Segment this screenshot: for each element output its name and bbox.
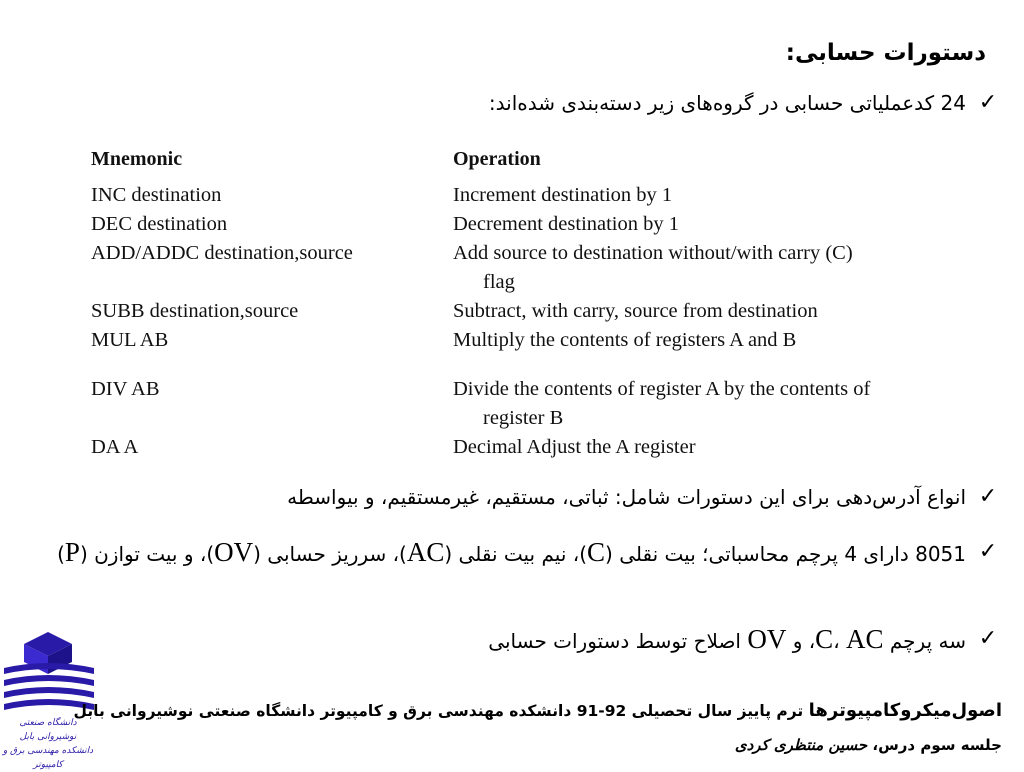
bullet-text: [26, 532, 966, 574]
operation-cell: [453, 375, 971, 433]
text-fragment: )، نیم بیت نقلی (: [444, 542, 588, 566]
table-row: [91, 297, 971, 326]
operation-text: Divide the contents of register A by the contents of: [453, 378, 871, 400]
operation-cell: [453, 326, 971, 355]
text-fragment: ): [57, 542, 65, 566]
table-row: [91, 326, 971, 355]
operation-cell: [453, 239, 971, 297]
mnemonic-cell: MUL AB: [91, 329, 169, 351]
text-fragment: 8051 دارای 4 پرچم محاسباتی؛ بیت نقلی (: [605, 542, 966, 566]
flag-ov: OV: [747, 624, 787, 654]
checkmark-icon: ✓: [978, 626, 998, 651]
mnemonic-cell: DIV AB: [91, 378, 160, 400]
logo-caption: [0, 716, 96, 772]
operation-cell: [453, 297, 971, 326]
text-fragment: ، و: [786, 629, 816, 653]
operation-text: Subtract, with carry, source from destination: [453, 300, 818, 322]
bullet-flags: [25, 532, 1000, 574]
mnemonic-cell: ADD/ADDC destination,source: [91, 242, 353, 264]
table-row: [91, 210, 971, 239]
operation-cell: [453, 433, 971, 462]
instructor-name: حسین منتظری کردی: [734, 736, 868, 754]
operation-cell: [453, 210, 971, 239]
text-fragment: ،: [833, 629, 846, 653]
flag-ov: OV: [214, 537, 254, 567]
operation-text: Decimal Adjust the A register: [453, 436, 696, 458]
operation-text: Decrement destination by 1: [453, 213, 680, 235]
flag-p: P: [64, 537, 80, 567]
logo-caption-line: دانشکده مهندسی برق و کامپیوتر: [2, 746, 94, 770]
checkmark-icon: ✓: [978, 90, 998, 115]
course-details: ترم پاییز سال تحصیلی 92-91 دانشکده مهندسی برق و کامپیوتر دانشگاه صنعتی نوشیروانی بابل: [73, 702, 809, 720]
flag-c: C: [815, 624, 834, 654]
bullet-opcode-groups: [489, 86, 1000, 120]
checkmark-icon: ✓: [978, 484, 998, 509]
bullet-text: 24 کدعملیاتی حسابی در گروه‌های زیر دسته‌بندی شده‌اند:: [488, 91, 966, 115]
table-row: [91, 375, 971, 433]
flag-c: C: [587, 537, 606, 567]
operation-text: Add source to destination without/with carry (C): [453, 242, 853, 264]
text-fragment: )، سرریز حسابی (: [253, 542, 407, 566]
flag-ac: AC: [406, 537, 445, 567]
operation-text: Increment destination by 1: [453, 184, 673, 206]
operation-text-continued: register B: [483, 407, 564, 429]
footer-course-info: [73, 700, 1002, 721]
table-row: [91, 433, 971, 462]
bullet-text: انواع آدرس‌دهی برای این دستورات شامل: ثباتی، مستقیم، غیرمستقیم، و بیواسطه: [287, 485, 966, 509]
session-label: جلسه سوم درس،: [867, 736, 1002, 754]
table-row: [91, 181, 971, 210]
operation-text-continued: flag: [483, 271, 515, 293]
operation-cell: [453, 181, 971, 210]
footer-session-info: [735, 736, 1002, 754]
course-title: اصول‌میکروکامپیوترها: [808, 700, 1002, 721]
table-header: [91, 148, 971, 171]
mnemonic-cell: INC destination: [91, 184, 222, 206]
bullet-addressing-modes: [287, 480, 1000, 514]
mnemonic-cell: SUBB destination,source: [91, 300, 299, 322]
mnemonic-header: Mnemonic: [91, 148, 183, 170]
logo-caption-line: دانشگاه صنعتی نوشیروانی بابل: [19, 718, 77, 742]
bullet-text: [488, 622, 966, 658]
table-row: [91, 239, 971, 297]
text-fragment: سه پرچم: [883, 629, 966, 653]
text-fragment: اصلاح توسط دستورات حسابی: [488, 629, 748, 653]
operation-text: Multiply the contents of registers A and B: [453, 329, 797, 351]
text-fragment: )، و بیت توازن (: [79, 542, 215, 566]
slide-heading: دستورات حسابی:: [785, 40, 986, 66]
flag-ac: AC: [846, 624, 884, 654]
bullet-modified-flags: [488, 622, 1000, 658]
mnemonic-cell: DA A: [91, 436, 139, 458]
checkmark-icon: ✓: [978, 539, 998, 564]
mnemonic-cell: DEC destination: [91, 213, 228, 235]
operation-header: Operation: [453, 148, 541, 170]
arithmetic-instructions-table: [91, 148, 971, 462]
